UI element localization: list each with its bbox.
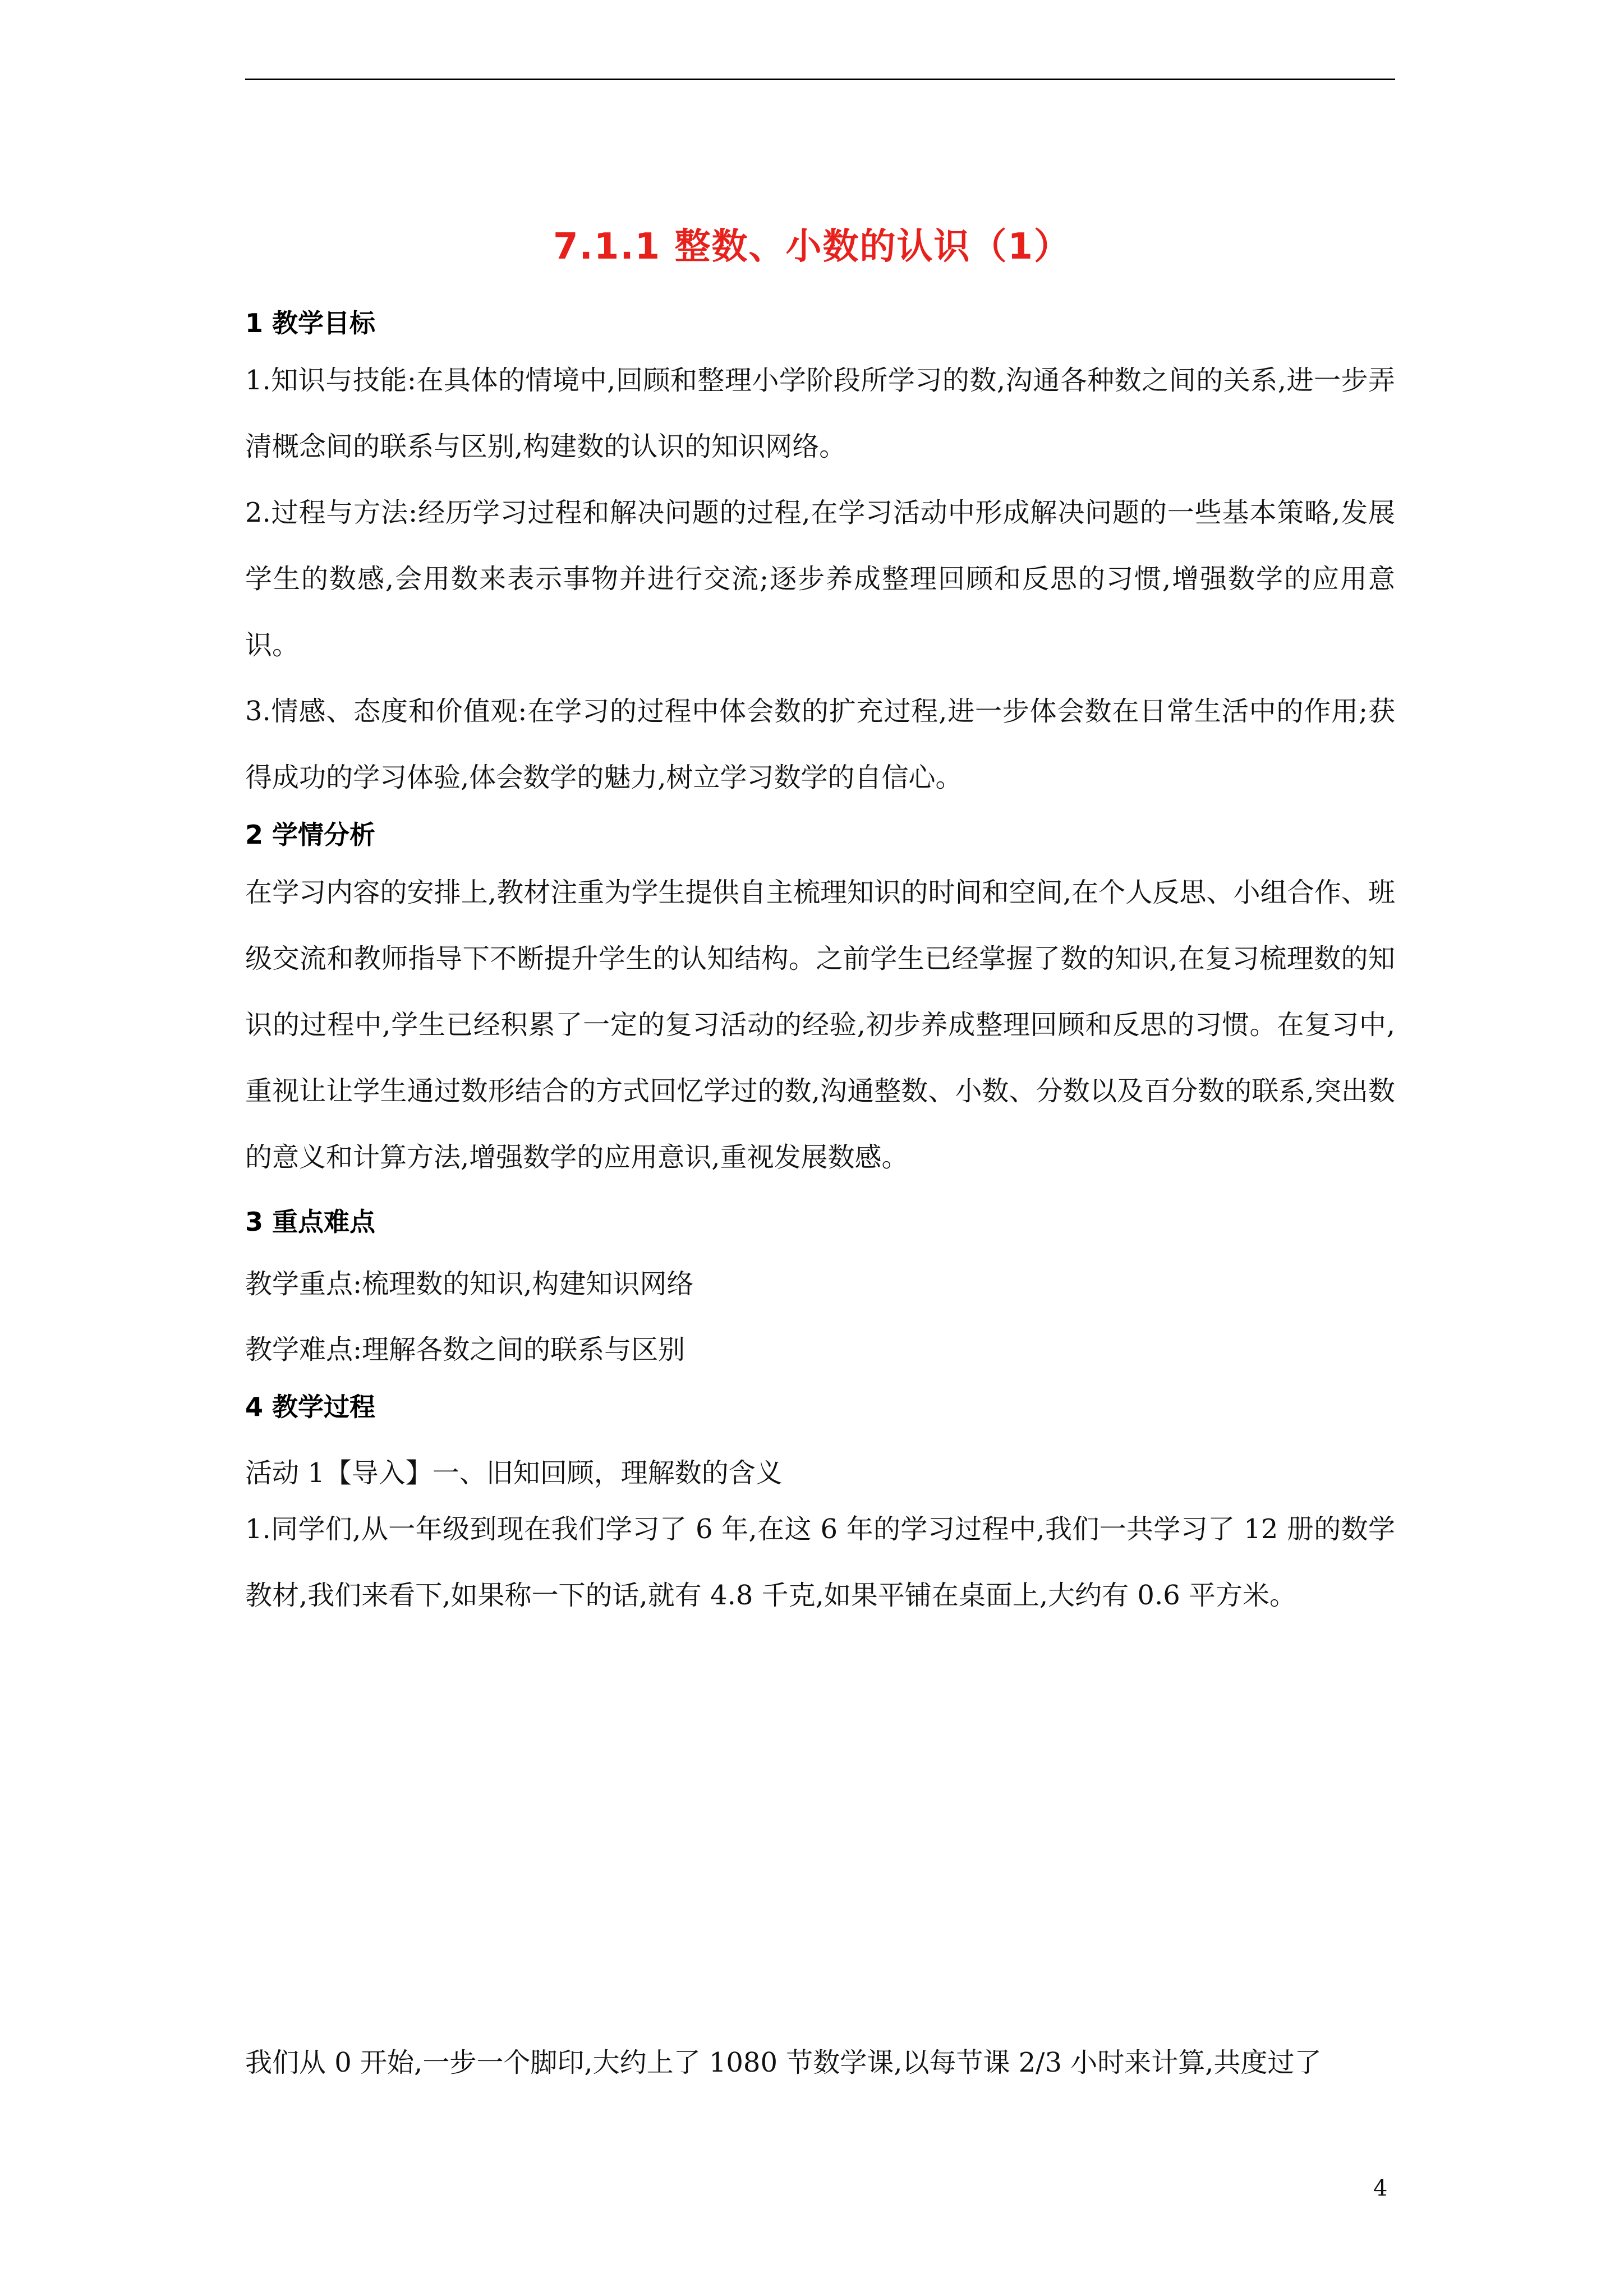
document-title: 7.1.1 整数、小数的认识（1）	[553, 226, 1071, 268]
activity-line: 活动 1【导入】一、旧知回顾，理解数的含义	[245, 1457, 783, 1489]
analysis-paragraph: 在学习内容的安排上,教材注重为学生提供自主梳理知识的时间和空间,在个人反思、小组合作、班级交流和教师指导下不断提升学生的认知结构。之前学生已经掌握了数的知识,在复习梳理数的知识的过程中,学生已经积累了一定的复习活动的经验,初步养成整理回顾和反思的习惯。在复习中,重视让让学生通过数形结合的方式回忆学过的数,沟通整数、小数、分数以及百分数的联系,突出数的意义和计算方法,增强数学的应用意识,重视发展数感。	[245, 877, 1395, 1173]
section-heading-process: 4 教学过程	[245, 1392, 376, 1422]
process-paragraph-1: 1.同学们,从一年级到现在我们学习了 6 年,在这 6 年的学习过程中,我们一共学习了 12 册的数学教材,我们来看下,如果称一下的话,就有 4.8 千克,如果平铺在桌面上,大约有 0.6 平方米。	[245, 1513, 1395, 1611]
objective-paragraph-2: 2.过程与方法:经历学习过程和解决问题的过程,在学习活动中形成解决问题的一些基本策略,发展学生的数感,会用数来表示事物并进行交流;逐步养成整理回顾和反思的习惯,增强数学的应用意识。	[245, 497, 1395, 661]
difficulty-line: 教学难点:理解各数之间的联系与区别	[245, 1334, 686, 1365]
key-point-line: 教学重点:梳理数的知识,构建知识网络	[245, 1268, 694, 1300]
process-paragraph-2: 我们从 0 开始,一步一个脚印,大约上了 1080 节数学课,以每节课 2/3 小时来计算,共度过了	[245, 2047, 1322, 2078]
section-heading-objectives: 1 教学目标	[245, 308, 376, 338]
objective-paragraph-1: 1.知识与技能:在具体的情境中,回顾和整理小学阶段所学习的数,沟通各种数之间的关系,进一步弄清概念间的联系与区别,构建数的认识的知识网络。	[245, 365, 1395, 462]
section-heading-key-points: 3 重点难点	[245, 1207, 376, 1237]
page-number: 4	[1373, 2175, 1388, 2201]
section-heading-analysis: 2 学情分析	[245, 820, 376, 850]
header-rule	[245, 79, 1395, 80]
objective-paragraph-3: 3.情感、态度和价值观:在学习的过程中体会数的扩充过程,进一步体会数在日常生活中的作用;获得成功的学习体验,体会数学的魅力,树立学习数学的自信心。	[245, 696, 1395, 793]
